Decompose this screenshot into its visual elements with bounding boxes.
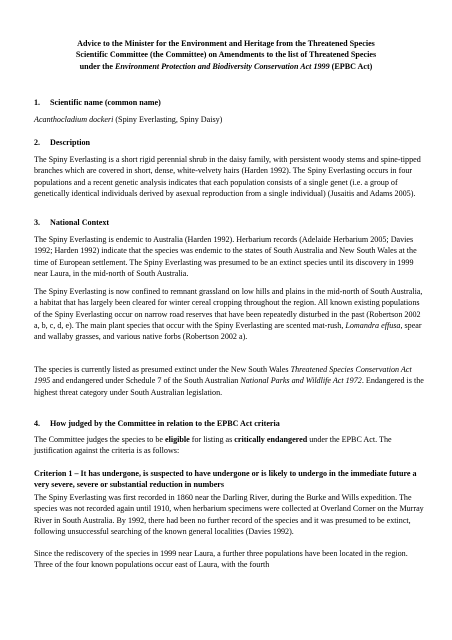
section-4-paragraph — [34, 434, 426, 457]
section-1-title: Scientific name (common name) — [50, 98, 161, 107]
title-line-3-post: (EPBC Act) — [329, 61, 373, 71]
section-4-paragraph-text-b: for listing as — [189, 435, 235, 444]
section-1-number: 1. — [34, 98, 41, 107]
title-line-3 — [34, 61, 418, 72]
section-4-number: 4. — [34, 419, 41, 428]
section-1-name — [34, 114, 426, 125]
nsw-act-name: Threatened Species Conservation Act 1995 — [34, 365, 412, 386]
section-3-paragraph-3-text-c: . Endangered is the highest threat category under South Australian legislation. — [34, 376, 424, 397]
section-2-heading — [34, 137, 426, 148]
criterion-1-paragraph-1: The Spiny Everlasting was first recorded in 1860 near the Darling River, during the Burke and Wills expedition. The species was not recorded again until 1910, when herbarium specimens were collected at Overland Corner on the Murray River in South Australia. By 1992, there had been no further record of the species and it was presumed to be extinct, following unsuccessful searching of the known general localities (Davies 1992). — [34, 493, 424, 536]
section-1-heading — [34, 97, 426, 108]
section-3-paragraph-2-text-b: , spear and wallaby grasses, and various native forbs (Robertson 2002 a). — [34, 320, 422, 342]
section-3-paragraph-2-text-a: The Spiny Everlasting is now confined to remnant grassland on low hills and plains in the mid-north of South Australia, a habitat that has largely been cleared for winter cereal cropping throughout the region. All known existing populations of the Spiny Everlasting occur on narrow road reserves that have been repeatedly disturbed in the past (Robertson 2002 a, b, c, d, e). The main plant species that occur with the Spiny Everlasting are scented mat-rush, — [34, 287, 423, 330]
sa-act-name: National Parks and Wildlife Act 1972 — [240, 376, 362, 386]
section-4-paragraph-text-a: The Committee judges the species to be — [34, 435, 166, 444]
common-name: (Spiny Everlasting, Spiny Daisy) — [113, 115, 223, 124]
title-line-3-pre: under the — [79, 61, 115, 71]
section-3-paragraph-1: The Spiny Everlasting is endemic to Australia (Harden 1992). Herbarium records (Adelaide Herbarium 2005; Davies 1992; Harden 1992) indicate that the species was endemic to the states of South Australia and New South Wales at the time of European settlement. The Spiny Everlasting was presumed to be an extinct species until its discovery in 1999 near Laura, in the mid-north of South Australia. — [34, 235, 417, 278]
section-3-number: 3. — [34, 218, 41, 227]
section-3-paragraph-3 — [34, 364, 426, 398]
criterion-1-paragraph-2: Since the rediscovery of the species in 1999 near Laura, a further three populations have been located in the region. Three of the four known populations occur east of Laura, with the fourth — [34, 549, 408, 570]
section-4-title: How judged by the Committee in relation to the EPBC Act criteria — [50, 419, 280, 428]
section-3-paragraph-2 — [34, 286, 426, 342]
document-title — [34, 38, 418, 72]
section-4-heading — [34, 418, 426, 429]
eligible-term: eligible — [165, 435, 190, 444]
title-line-1: Advice to the Minister for the Environment and Heritage from the Threatened Species — [77, 39, 375, 48]
title-act-name: Environment Protection and Biodiversity Conservation Act 1999 — [115, 61, 330, 71]
scientific-name: Acanthocladium dockeri — [34, 115, 114, 124]
section-2-number: 2. — [34, 138, 41, 147]
critically-endangered-term: critically endangered — [234, 435, 308, 444]
title-line-2: Scientific Committee (the Committee) on Amendments to the list of Threatened Species — [75, 50, 377, 60]
section-2-paragraph: The Spiny Everlasting is a short rigid perennial shrub in the daisy family, with persistent woody stems and spine-tipped branches which are covered in short, dense, white-velvety hairs (Harden 1992). The Spiny Everlasting occurs in four populations and a recent genetic analysis indicates that each population consists of a single genet (i.e. a group of genetically identical individuals derived by asexual reproduction from a single individual) (Jusaitis and Adams 2005). — [34, 155, 421, 198]
section-3-paragraph-3-text-a: The species is currently listed as presumed extinct under the New South Wales — [34, 365, 291, 374]
section-3-title: National Context — [50, 218, 110, 227]
criterion-1-heading: Criterion 1 – It has undergone, is suspected to have undergone or is likely to undergo in the immediate future a very severe, severe or substantial reduction in numbers — [34, 469, 417, 490]
section-3-paragraph-3-text-b: and endangered under Schedule 7 of the South Australian — [50, 376, 241, 386]
section-2-title: Description — [50, 138, 91, 147]
species-lomandra: Lomandra effusa — [345, 320, 401, 330]
section-4-paragraph-text-c: under the EPBC Act. The justification against the criteria is as follows: — [34, 435, 392, 456]
section-3-heading — [34, 217, 426, 228]
